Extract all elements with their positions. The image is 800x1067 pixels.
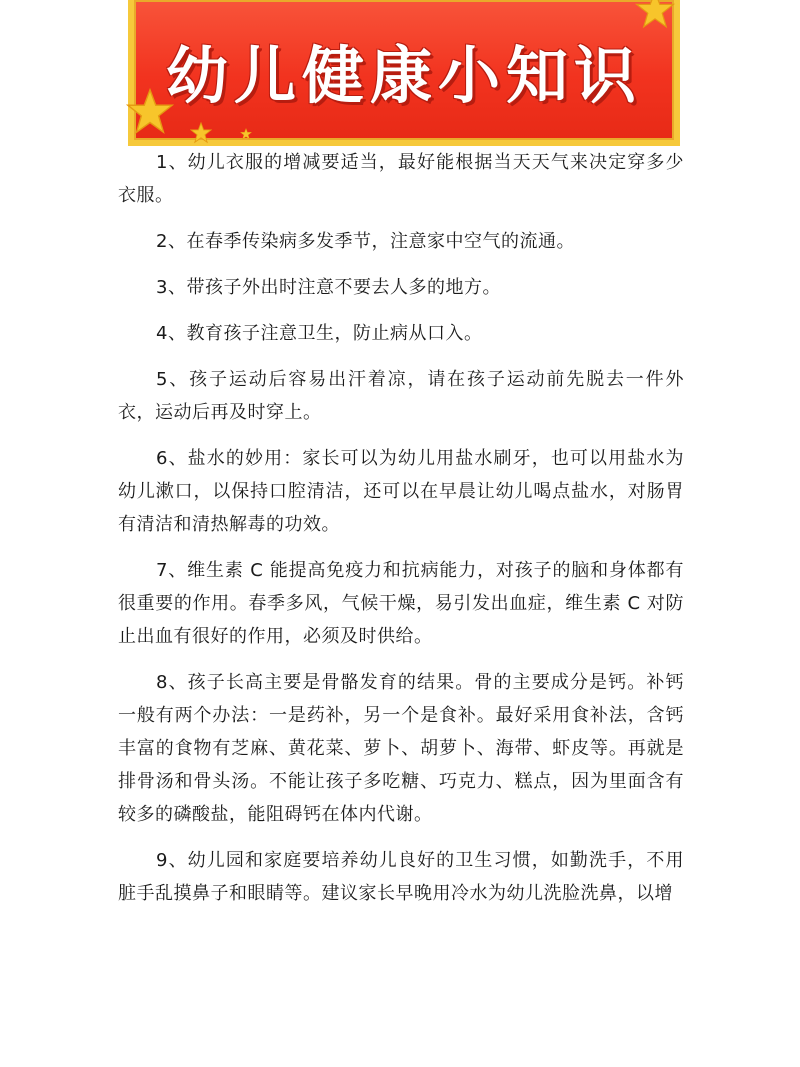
tip-item: 2、在春季传染病多发季节，注意家中空气的流通。 [156,231,575,252]
tips-list [118,146,684,923]
tip-item: 4、教育孩子注意卫生，防止病从口入。 [156,323,483,344]
tip-item: 1、幼儿衣服的增减要适当，最好能根据当天天气来决定穿多少衣服。 [118,152,684,206]
tip-item: 7、维生素 C 能提高免疫力和抗病能力，对孩子的脑和身体都有很重要的作用。春季多风，气候干燥，易引发出血症，维生素 C 对防止出血有很好的作用，必须及时供给。 [118,560,684,647]
tip-item: 9、幼儿园和家庭要培养幼儿良好的卫生习惯，如勤洗手，不用脏手乱摸鼻子和眼睛等。建议家长早晚用冷水为幼儿洗脸洗鼻，以增 [118,850,684,904]
tip-item: 3、带孩子外出时注意不要去人多的地方。 [156,277,501,298]
tip-item: 5、孩子运动后容易出汗着凉，请在孩子运动前先脱去一件外衣，运动后再及时穿上。 [118,369,684,423]
star-icon [190,122,212,144]
tip-item: 8、孩子长高主要是骨骼发育的结果。骨的主要成分是钙。补钙一般有两个办法：一是药补，另一个是食补。最好采用食补法，含钙丰富的食物有芝麻、黄花菜、萝卜、胡萝卜、海带、虾皮等。再就是排骨汤和骨头汤。不能让孩子多吃糖、巧克力、糕点，因为里面含有较多的磷酸盐，能阻碍钙在体内代谢。 [118,672,684,825]
tip-item: 6、盐水的妙用：家长可以为幼儿用盐水刷牙，也可以用盐水为幼儿漱口，以保持口腔清洁，还可以在早晨让幼儿喝点盐水，对肠胃有清洁和清热解毒的功效。 [118,448,684,535]
header-banner [0,0,800,160]
star-icon [126,88,174,136]
page-title: 幼儿健康小知识 [165,39,642,112]
star-icon [240,128,252,140]
star-icon [632,0,678,30]
